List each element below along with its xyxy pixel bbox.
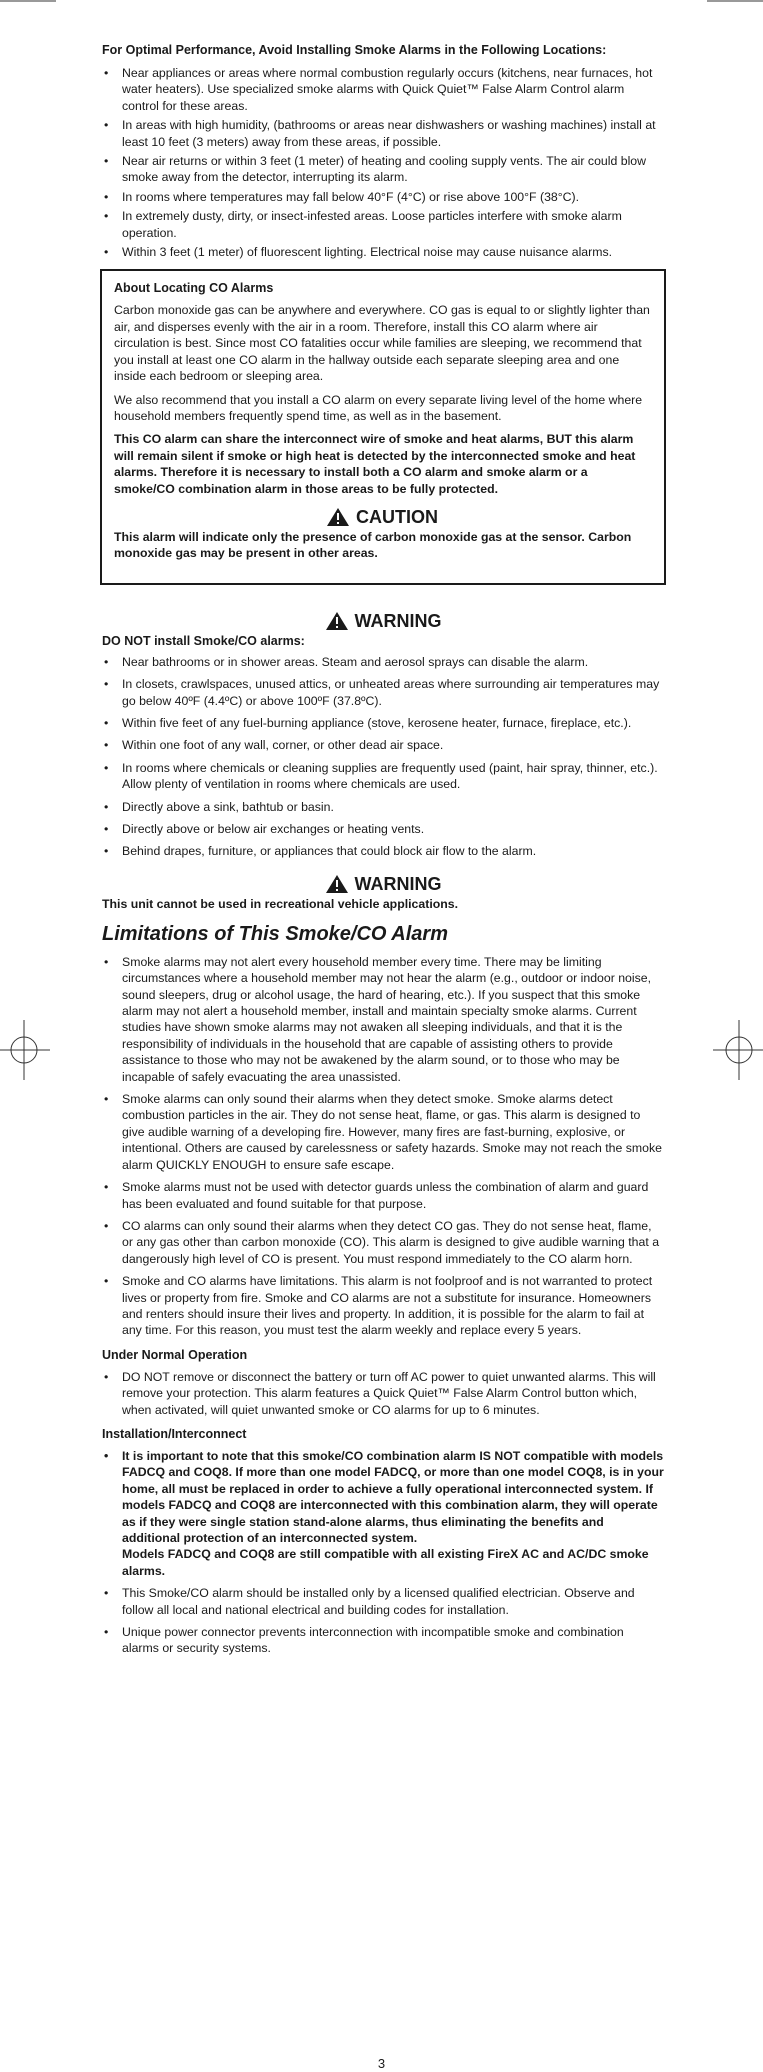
crop-mark-top-right (703, 0, 763, 10)
co-box-paragraph: Carbon monoxide gas can be anywhere and everywhere. CO gas is equal to or slightly lighter than air, and disperses evenly with the air in a room. Therefore, install this CO alarm where air circulation is best. Since most CO fatalities occur while families are sleeping, we recommend that you install at least one CO alarm in the hallway outside each separate sleeping area and one inside each bedroom or sleeping area. (114, 303, 650, 384)
list-item: • In areas with high humidity, (bathrooms or areas near dishwashers or washing machines) install at least 10 feet (3 meters) away from these areas, if possible. (102, 117, 664, 150)
list-item: • In rooms where temperatures may fall below 40°F (4°C) or rise above 100°F (38°C). (102, 189, 664, 205)
do-not-install-list (102, 654, 664, 860)
caution-title (114, 507, 650, 527)
limitations-list (102, 954, 664, 1339)
caution-text: This alarm will indicate only the presence of carbon monoxide gas at the sensor. Carbon monoxide gas may be present in other areas. (114, 529, 632, 561)
document-body (102, 42, 664, 1663)
warning-triangle-icon (325, 611, 349, 631)
list-item (102, 1448, 664, 1579)
warning-title (102, 874, 664, 894)
locations-list (102, 65, 664, 260)
list-item: • Smoke and CO alarms have limitations. This alarm is not foolproof and is not warranted to protect lives or property from fire. Smoke and CO alarms are not a substitute for insurance. Homeowners and renters should insure their lives and property. In addition, it is possible for the alarm to fail at any time. For this reason, you must test the alarm weekly and replace every 5 years. (102, 1273, 664, 1339)
list-item: • In rooms where chemicals or cleaning supplies are frequently used (paint, hair spray, thinner, etc.). Allow plenty of ventilation in rooms where chemicals are used. (102, 760, 664, 793)
list-item: • Smoke alarms may not alert every household member every time. There may be limiting circumstances where a household member may not hear the alarm (e.g., outdoor or indoor noise, sound sleepers, drug or alcohol usage, the hard of hearing, etc.). If you suspect that this smoke alarm may not alert a household member, install and maintain specialty smoke alarms. Current studies have shown smoke alarms may not awaken all sleeping individuals, and that it is the responsibility of individuals in the household that are capable of assisting others to provide assistance to those who may not be awakened by the alarm sound, or to those who may be incapable of safely evacuating the area unassisted. (102, 954, 664, 1085)
warning-label: WARNING (354, 610, 442, 631)
warning-triangle-icon (325, 874, 349, 894)
installation-list (102, 1448, 664, 1657)
crop-mark-top-left (0, 0, 60, 10)
co-alarm-box (100, 269, 666, 584)
list-item: • Smoke alarms must not be used with detector guards unless the combination of alarm and guard has been evaluated and found suitable for that purpose. (102, 1179, 664, 1212)
list-item: • Near bathrooms or in shower areas. Steam and aerosol sprays can disable the alarm. (102, 654, 664, 670)
list-item: • DO NOT remove or disconnect the battery or turn off AC power to quiet unwanted alarms. This will remove your protection. This alarm features a Quick Quiet™ False Alarm Control button which, when activated, will quiet unwanted smoke or CO alarms for up to 6 minutes. (102, 1369, 664, 1418)
list-item: • Unique power connector prevents interconnection with incompatible smoke and combination alarms or security systems. (102, 1624, 664, 1657)
list-item: • Near air returns or within 3 feet (1 meter) of heating and cooling supply vents. The air could blow smoke away from the detector, interrupting its alarm. (102, 153, 664, 186)
list-item: • Within 3 feet (1 meter) of fluorescent lighting. Electrical noise may cause nuisance alarms. (102, 244, 664, 260)
compatibility-note: It is important to note that this smoke/CO combination alarm IS NOT compatible with models FADCQ and COQ8. If more than one model FADCQ, or more than one model COQ8, is in your home, all must be replaced in order to achieve a fully operational interconnected system. If models FADCQ and COQ8 are interconnected with this combination alarm, they will operate as if they were single station stand-alone alarms, thus eliminating the benefits and additional protection of an interconnected system. (122, 1448, 664, 1545)
co-box-paragraph: We also recommend that you install a CO alarm on every separate living level of the home where household members frequently spend time, as well as in the basement. (114, 392, 643, 423)
caution-label: CAUTION (356, 506, 438, 527)
rv-warning-text: This unit cannot be used in recreational vehicle applications. (102, 896, 459, 911)
list-item: • In extremely dusty, dirty, or insect-infested areas. Loose particles interfere with smoke alarm operation. (102, 208, 664, 241)
co-box-title: About Locating CO Alarms (114, 281, 274, 296)
installation-heading: Installation/Interconnect (102, 1426, 247, 1441)
limitations-title: Limitations of This Smoke/CO Alarm (102, 922, 448, 945)
list-item: • This Smoke/CO alarm should be installed only by a licensed qualified electrician. Observe and follow all local and national electrical and building codes for installation. (102, 1585, 664, 1618)
registration-mark-left-icon (0, 1020, 50, 1080)
list-item: • Directly above or below air exchanges or heating vents. (102, 821, 664, 837)
list-item: • Within five feet of any fuel-burning appliance (stove, kerosene heater, furnace, fireplace, etc.). (102, 715, 664, 731)
list-item: • Behind drapes, furniture, or appliances that could block air flow to the alarm. (102, 843, 664, 859)
co-box-paragraph: This CO alarm can share the interconnect wire of smoke and heat alarms, BUT this alarm will remain silent if smoke or high heat is detected by the interconnected smoke and heat alarms. Therefore it is necessary to install both a CO alarm and smoke alarm or a smoke/CO combination alarm in those areas to be fully protected. (114, 432, 636, 496)
list-item: • Near appliances or areas where normal combustion regularly occurs (kitchens, near furnaces, hot water heaters). Use specialized smoke alarms with Quick Quiet™ False Alarm Control alarm control for these areas. (102, 65, 664, 114)
warning-title (102, 611, 664, 631)
list-item: • CO alarms can only sound their alarms when they detect CO gas. They do not sense heat, flame, or any gas other than carbon monoxide (CO). This alarm is designed to give audible warning that a dangerously high level of CO is present. You must respond immediately to the CO alarm horn. (102, 1218, 664, 1267)
warning-triangle-icon (326, 507, 350, 527)
page-number: 3 (377, 2056, 386, 2071)
list-item: • Smoke alarms can only sound their alarms when they detect smoke. Smoke alarms detect combustion particles in the air. They do not sense heat, flame, or gas. This alarm is designed to give audible warning of a developing fire. However, many fires are fast-burning, explosive, or intentional. Others are caused by carelessness or safety hazards. Smoke may not reach the smoke alarm QUICKLY ENOUGH to ensure safe escape. (102, 1091, 664, 1173)
list-item: • Directly above a sink, bathtub or basin. (102, 799, 664, 815)
registration-mark-right-icon (713, 1020, 763, 1080)
list-item: • In closets, crawlspaces, unused attics, or unheated areas where surrounding air temperatures may go below 40ºF (4.4ºC) or above 100ºF (37.8ºC). (102, 676, 664, 709)
compatibility-note: Models FADCQ and COQ8 are still compatible with all existing FireX AC and AC/DC smoke alarms. (122, 1547, 649, 1578)
do-not-install-heading: DO NOT install Smoke/CO alarms: (102, 633, 305, 648)
normal-operation-heading: Under Normal Operation (102, 1347, 248, 1362)
warning-label: WARNING (354, 873, 442, 894)
list-item: • Within one foot of any wall, corner, or other dead air space. (102, 737, 664, 753)
locations-heading: For Optimal Performance, Avoid Installing Smoke Alarms in the Following Locations: (102, 43, 607, 57)
normal-operation-list (102, 1369, 664, 1418)
